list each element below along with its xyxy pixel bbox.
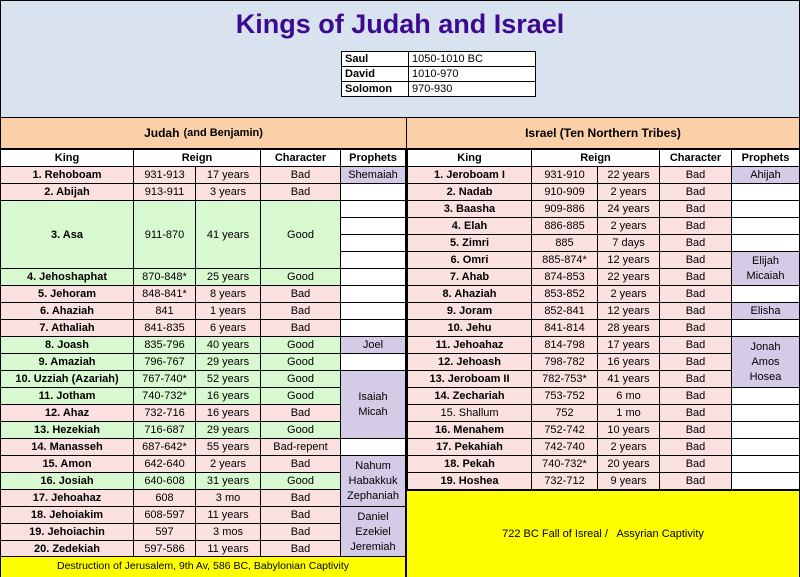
prophet-empty [341, 320, 406, 337]
reign-years: 608 [134, 490, 196, 507]
character: Good [261, 354, 341, 371]
table-row [342, 82, 536, 97]
col-header-reign: Reign [134, 150, 261, 167]
reign-years: 814-798 [532, 337, 598, 354]
prophet-empty [341, 303, 406, 320]
king-name: 2. Nadab [408, 184, 532, 201]
reign-length: 29 years [196, 422, 261, 439]
reign-years: 852-841 [532, 303, 598, 320]
character: Bad [660, 235, 732, 252]
reign-length: 16 years [598, 354, 660, 371]
reign-years: 885 [532, 235, 598, 252]
character: Good [261, 269, 341, 286]
king-name: 6. Ahaziah [1, 303, 134, 320]
king-name: 8. Joash [1, 337, 134, 354]
character: Bad [660, 439, 732, 456]
king-name: 6. Omri [408, 252, 532, 269]
prophet-empty [732, 218, 800, 235]
col-header-prophets: Prophets [341, 150, 406, 167]
table-row [408, 303, 800, 320]
king-name: 13. Hezekiah [1, 422, 134, 439]
prophet-elisha: Elisha [732, 303, 800, 320]
israel-kings-table [407, 149, 800, 490]
king-name: 14. Zechariah [408, 388, 532, 405]
reign-years: 642-640 [134, 456, 196, 473]
reign-length: 11 years [196, 507, 261, 524]
king-name: 18. Jehoiakim [1, 507, 134, 524]
king-name: 13. Jeroboam II [408, 371, 532, 388]
table-row [408, 286, 800, 303]
king-name: 2. Abijah [1, 184, 134, 201]
header [1, 1, 799, 118]
character: Good [261, 201, 341, 269]
character: Bad [660, 354, 732, 371]
table-row [408, 201, 800, 218]
reign-length: 29 years [196, 354, 261, 371]
prophet-empty [341, 235, 406, 252]
judah-heading-text: Judah [144, 126, 180, 140]
reign-length: 41 years [598, 371, 660, 388]
character: Bad [261, 456, 341, 473]
prophet-empty [341, 439, 406, 456]
character: Bad [660, 286, 732, 303]
character: Bad [261, 320, 341, 337]
table-row [408, 337, 800, 354]
table-header-row [408, 150, 800, 167]
col-header-king: King [408, 150, 532, 167]
prophet-jeremiah: Jeremiah [350, 540, 396, 553]
judah-footer-banner: Destruction of Jerusalem, 9th Av, 586 BC, Babylonian Captivity [1, 556, 406, 577]
judah-heading [1, 118, 406, 149]
reign-years: 913-911 [134, 184, 196, 201]
reign-length: 2 years [196, 456, 261, 473]
prophet-jonah: Jonah [750, 340, 781, 353]
character: Bad [660, 218, 732, 235]
character: Bad [261, 524, 341, 541]
reign-length: 1 years [196, 303, 261, 320]
king-name: 9. Amaziah [1, 354, 134, 371]
reign-years: 1010-970 [409, 67, 536, 82]
reign-length: 8 years [196, 286, 261, 303]
reign-length: 52 years [196, 371, 261, 388]
table-row [1, 354, 406, 371]
prophet-isaiah-micah [341, 371, 406, 439]
table-row [342, 52, 536, 67]
table-row [408, 235, 800, 252]
character: Bad [660, 473, 732, 490]
reign-years: 796-767 [134, 354, 196, 371]
table-row [1, 269, 406, 286]
israel-footer-text: 722 BC Fall of Isreal / Assyrian Captivity [502, 528, 704, 540]
reign-years: 911-870 [134, 201, 196, 269]
page-title: Kings of Judah and Israel [235, 9, 565, 39]
table-row [408, 473, 800, 490]
prophet-micaiah: Micaiah [746, 269, 785, 282]
reign-years: 752 [532, 405, 598, 422]
prophet-empty [341, 354, 406, 371]
reign-years: 931-910 [532, 167, 598, 184]
prophet-hosea: Hosea [749, 370, 782, 383]
col-header-prophets: Prophets [732, 150, 800, 167]
reign-years: 742-740 [532, 439, 598, 456]
character: Bad [660, 269, 732, 286]
reign-years: 597-586 [134, 541, 196, 558]
character: Bad [660, 337, 732, 354]
king-name: 19. Hoshea [408, 473, 532, 490]
table-row [408, 184, 800, 201]
character: Bad [660, 388, 732, 405]
character: Good [261, 371, 341, 388]
table-row [1, 439, 406, 456]
reign-years: 853-852 [532, 286, 598, 303]
table-row [1, 286, 406, 303]
table-row [1, 456, 406, 473]
table-row [408, 422, 800, 439]
united-monarchy-table [341, 51, 536, 97]
reign-length: 6 mo [598, 388, 660, 405]
character: Bad [261, 184, 341, 201]
col-header-king: King [1, 150, 134, 167]
reign-years: 687-642* [134, 439, 196, 456]
character: Good [261, 337, 341, 354]
reign-years: 841 [134, 303, 196, 320]
character: Bad-repent [261, 439, 341, 456]
table-row [342, 67, 536, 82]
reign-years: 732-716 [134, 405, 196, 422]
prophet-zephaniah: Zephaniah [347, 489, 399, 502]
king-name: Saul [342, 52, 409, 67]
reign-years: 886-885 [532, 218, 598, 235]
reign-length: 16 years [196, 405, 261, 422]
character: Bad [261, 167, 341, 184]
king-name: 17. Jehoahaz [1, 490, 134, 507]
reign-years: 970-930 [409, 82, 536, 97]
king-name: 12. Ahaz [1, 405, 134, 422]
table-row [408, 405, 800, 422]
reign-years: 782-753* [532, 371, 598, 388]
reign-length: 24 years [598, 201, 660, 218]
reign-years: 740-732* [532, 456, 598, 473]
table-row [408, 388, 800, 405]
reign-length: 3 years [196, 184, 261, 201]
reign-length: 3 mo [196, 490, 261, 507]
reign-length: 41 years [196, 201, 261, 269]
king-name: 16. Josiah [1, 473, 134, 490]
table-row [1, 507, 406, 524]
king-name: 18. Pekah [408, 456, 532, 473]
king-name: 17. Pekahiah [408, 439, 532, 456]
prophet-habakkuk: Habakkuk [348, 474, 398, 487]
character: Good [261, 388, 341, 405]
reign-length: 6 years [196, 320, 261, 337]
reign-length: 17 years [196, 167, 261, 184]
king-name: 19. Jehoiachin [1, 524, 134, 541]
reign-years: 841-835 [134, 320, 196, 337]
table-row [408, 320, 800, 337]
king-name: 4. Elah [408, 218, 532, 235]
prophet-micah: Micah [358, 405, 388, 418]
king-name: 15. Shallum [408, 405, 532, 422]
reign-length: 12 years [598, 303, 660, 320]
character: Bad [660, 252, 732, 269]
reign-length: 11 years [196, 541, 261, 558]
israel-heading [407, 118, 799, 149]
prophet-empty [341, 286, 406, 303]
table-row [408, 439, 800, 456]
table-row [408, 218, 800, 235]
prophet-nahum: Nahum [355, 459, 391, 472]
character: Good [261, 422, 341, 439]
reign-years: 597 [134, 524, 196, 541]
prophet-empty [341, 269, 406, 286]
character: Bad [660, 303, 732, 320]
prophet-empty [732, 184, 800, 201]
reign-length: 17 years [598, 337, 660, 354]
prophet-empty [732, 439, 800, 456]
prophet-nahum-group [341, 456, 406, 507]
israel-section [407, 118, 799, 490]
king-name: 3. Asa [1, 201, 134, 269]
character: Bad [261, 541, 341, 558]
character: Bad [660, 422, 732, 439]
character: Bad [261, 303, 341, 320]
king-name: 3. Baasha [408, 201, 532, 218]
reign-years: 732-712 [532, 473, 598, 490]
king-name: 5. Zimri [408, 235, 532, 252]
reign-length: 7 days [598, 235, 660, 252]
prophet-empty [732, 235, 800, 252]
col-header-character: Character [261, 150, 341, 167]
prophet-amos: Amos [751, 355, 780, 368]
prophet-empty [341, 218, 406, 235]
king-name: 8. Ahaziah [408, 286, 532, 303]
reign-length: 9 years [598, 473, 660, 490]
reign-length: 22 years [598, 269, 660, 286]
reign-length: 16 years [196, 388, 261, 405]
prophet-ahijah: Ahijah [732, 167, 800, 184]
reign-length: 1 mo [598, 405, 660, 422]
character: Bad [261, 405, 341, 422]
prophet-empty [732, 473, 800, 490]
table-row [408, 167, 800, 184]
prophet-isaiah: Isaiah [358, 390, 388, 403]
prophet-jonah-group [732, 337, 800, 388]
reign-length: 31 years [196, 473, 261, 490]
reign-years: 909-886 [532, 201, 598, 218]
reign-years: 640-608 [134, 473, 196, 490]
prophet-elijah: Elijah [752, 254, 779, 267]
prophet-empty [341, 252, 406, 269]
table-row [408, 456, 800, 473]
king-name: 12. Jehoash [408, 354, 532, 371]
reign-length: 40 years [196, 337, 261, 354]
reign-years: 848-841* [134, 286, 196, 303]
character: Bad [660, 371, 732, 388]
table-row [1, 184, 406, 201]
king-name: 11. Jotham [1, 388, 134, 405]
reign-years: 716-687 [134, 422, 196, 439]
reign-years: 931-913 [134, 167, 196, 184]
reign-years: 1050-1010 BC [409, 52, 536, 67]
character: Good [261, 473, 341, 490]
judah-subheading: (and Benjamin) [183, 127, 263, 139]
table-row [1, 201, 406, 218]
character: Bad [660, 405, 732, 422]
reign-years: 798-782 [532, 354, 598, 371]
reign-length: 25 years [196, 269, 261, 286]
character: Bad [261, 507, 341, 524]
table-header-row [1, 150, 406, 167]
reign-years: 767-740* [134, 371, 196, 388]
reign-years: 841-814 [532, 320, 598, 337]
king-name: 1. Jeroboam I [408, 167, 532, 184]
king-name: 7. Athaliah [1, 320, 134, 337]
prophet-joel: Joel [341, 337, 406, 354]
reign-length: 28 years [598, 320, 660, 337]
king-name: 7. Ahab [408, 269, 532, 286]
reign-years: 835-796 [134, 337, 196, 354]
prophet-daniel-group [341, 507, 406, 558]
israel-heading-text: Israel (Ten Northern Tribes) [525, 126, 681, 140]
king-name: 10. Uzziah (Azariah) [1, 371, 134, 388]
col-header-reign: Reign [532, 150, 660, 167]
prophet-ezekiel: Ezekiel [355, 525, 391, 538]
prophet-empty [341, 201, 406, 218]
king-name: 5. Jehoram [1, 286, 134, 303]
judah-kings-table [0, 149, 406, 558]
prophet-empty [732, 201, 800, 218]
king-name: David [342, 67, 409, 82]
reign-years: 870-848* [134, 269, 196, 286]
table-row [1, 371, 406, 388]
king-name: 14. Manasseh [1, 439, 134, 456]
israel-footer-banner [407, 490, 799, 577]
table-row [1, 320, 406, 337]
table-row [1, 303, 406, 320]
reign-length: 10 years [598, 422, 660, 439]
prophet-shemaiah: Shemaiah [341, 167, 406, 184]
character: Bad [660, 184, 732, 201]
reign-years: 874-853 [532, 269, 598, 286]
prophet-empty [732, 456, 800, 473]
judah-section [1, 118, 406, 558]
prophet-empty [732, 422, 800, 439]
reign-length: 20 years [598, 456, 660, 473]
character: Bad [261, 286, 341, 303]
table-row [1, 337, 406, 354]
reign-length: 2 years [598, 439, 660, 456]
prophet-empty [732, 286, 800, 303]
col-header-character: Character [660, 150, 732, 167]
reign-length: 55 years [196, 439, 261, 456]
king-name: 9. Joram [408, 303, 532, 320]
prophet-empty [732, 388, 800, 405]
prophet-empty [732, 320, 800, 337]
table-row [408, 252, 800, 269]
prophet-elijah-micaiah [732, 252, 800, 286]
prophet-empty [341, 184, 406, 201]
king-name: 1. Rehoboam [1, 167, 134, 184]
reign-years: 753-752 [532, 388, 598, 405]
reign-years: 752-742 [532, 422, 598, 439]
prophet-empty [732, 405, 800, 422]
character: Bad [660, 320, 732, 337]
reign-length: 2 years [598, 218, 660, 235]
king-name: 10. Jehu [408, 320, 532, 337]
reign-years: 608-597 [134, 507, 196, 524]
king-name: Solomon [342, 82, 409, 97]
reign-years: 910-909 [532, 184, 598, 201]
reign-years: 885-874* [532, 252, 598, 269]
king-name: 20. Zedekiah [1, 541, 134, 558]
king-name: 16. Menahem [408, 422, 532, 439]
table-row [1, 167, 406, 184]
reign-years: 740-732* [134, 388, 196, 405]
character: Bad [660, 201, 732, 218]
king-name: 11. Jehoahaz [408, 337, 532, 354]
prophet-daniel: Daniel [357, 510, 389, 523]
king-name: 15. Amon [1, 456, 134, 473]
reign-length: 2 years [598, 184, 660, 201]
king-name: 4. Jehoshaphat [1, 269, 134, 286]
character: Bad [660, 167, 732, 184]
reign-length: 2 years [598, 286, 660, 303]
character: Bad [660, 456, 732, 473]
reign-length: 12 years [598, 252, 660, 269]
character: Bad [261, 490, 341, 507]
reign-length: 3 mos [196, 524, 261, 541]
reign-length: 22 years [598, 167, 660, 184]
